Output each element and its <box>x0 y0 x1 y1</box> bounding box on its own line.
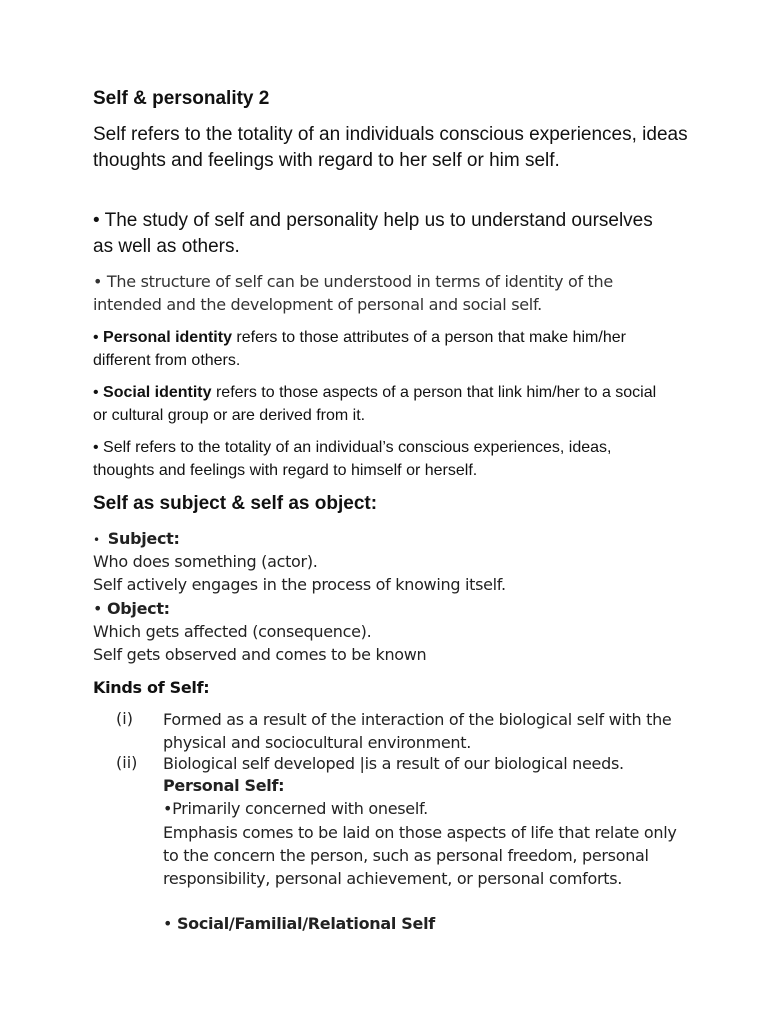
list-number: (i) <box>116 709 133 728</box>
social-identity-term: Social identity <box>103 384 212 401</box>
subject-label: Subject: <box>107 529 180 548</box>
object-line-2: Self gets observed and comes to be known <box>93 645 427 664</box>
object-label-line <box>93 597 170 620</box>
personal-self-heading: Personal Self: <box>163 776 285 795</box>
list-number: (ii) <box>116 753 138 772</box>
social-self-heading: Social/Familial/Relational Self <box>176 914 435 933</box>
subject-line-2: Self actively engages in the process of knowing itself. <box>93 575 506 594</box>
bullet: • <box>93 599 107 618</box>
list-item-1: Formed as a result of the interaction of the biological self with the physical and sociocultural environment. <box>163 710 672 752</box>
personal-identity-text: refers to those attributes of a person that make him/her different from others. <box>93 329 626 369</box>
social-identity-text: refers to those aspects of a person that link him/her to a social or cultural group or are derived from it. <box>93 384 657 424</box>
personal-identity-paragraph <box>93 326 653 372</box>
bullet: • <box>163 914 177 933</box>
subject-object-heading: Self as subject & self as object: <box>93 493 378 514</box>
kinds-of-self-heading: Kinds of Self: <box>93 678 210 697</box>
intro-paragraph: Self refers to the totality of an individuals conscious experiences, ideas thoughts and feelings with regard to her self or him self. <box>93 124 688 171</box>
object-line-1: Which gets affected (consequence). <box>93 622 372 641</box>
bullet: • <box>93 533 100 547</box>
personal-self-bullet: •Primarily concerned with oneself. <box>163 799 428 818</box>
bullet: • <box>93 329 104 346</box>
structure-paragraph: • The structure of self can be understood in terms of identity of the intended and the development of personal and social self. <box>93 272 613 314</box>
subject-line-1: Who does something (actor). <box>93 552 318 571</box>
page-title: Self & personality 2 <box>93 88 270 109</box>
social-identity-paragraph <box>93 381 673 427</box>
social-self-line <box>163 913 683 936</box>
study-paragraph: • The study of self and personality help us to understand ourselves as well as others. <box>93 210 653 257</box>
object-label: Object: <box>106 599 170 618</box>
personal-identity-term: Personal identity <box>103 329 232 346</box>
bullet: • <box>93 384 104 401</box>
self-definition-paragraph: • Self refers to the totality of an individual’s conscious experiences, ideas, thoughts and feelings with regard to himself or herself. <box>93 439 612 479</box>
subject-label-line <box>93 527 180 552</box>
list-item-2: Biological self developed |is a result of our biological needs. <box>163 754 624 773</box>
personal-self-text: Emphasis comes to be laid on those aspects of life that relate only to the concern the person, such as personal freedom, personal responsibility, personal achievement, or personal comforts. <box>163 823 677 888</box>
